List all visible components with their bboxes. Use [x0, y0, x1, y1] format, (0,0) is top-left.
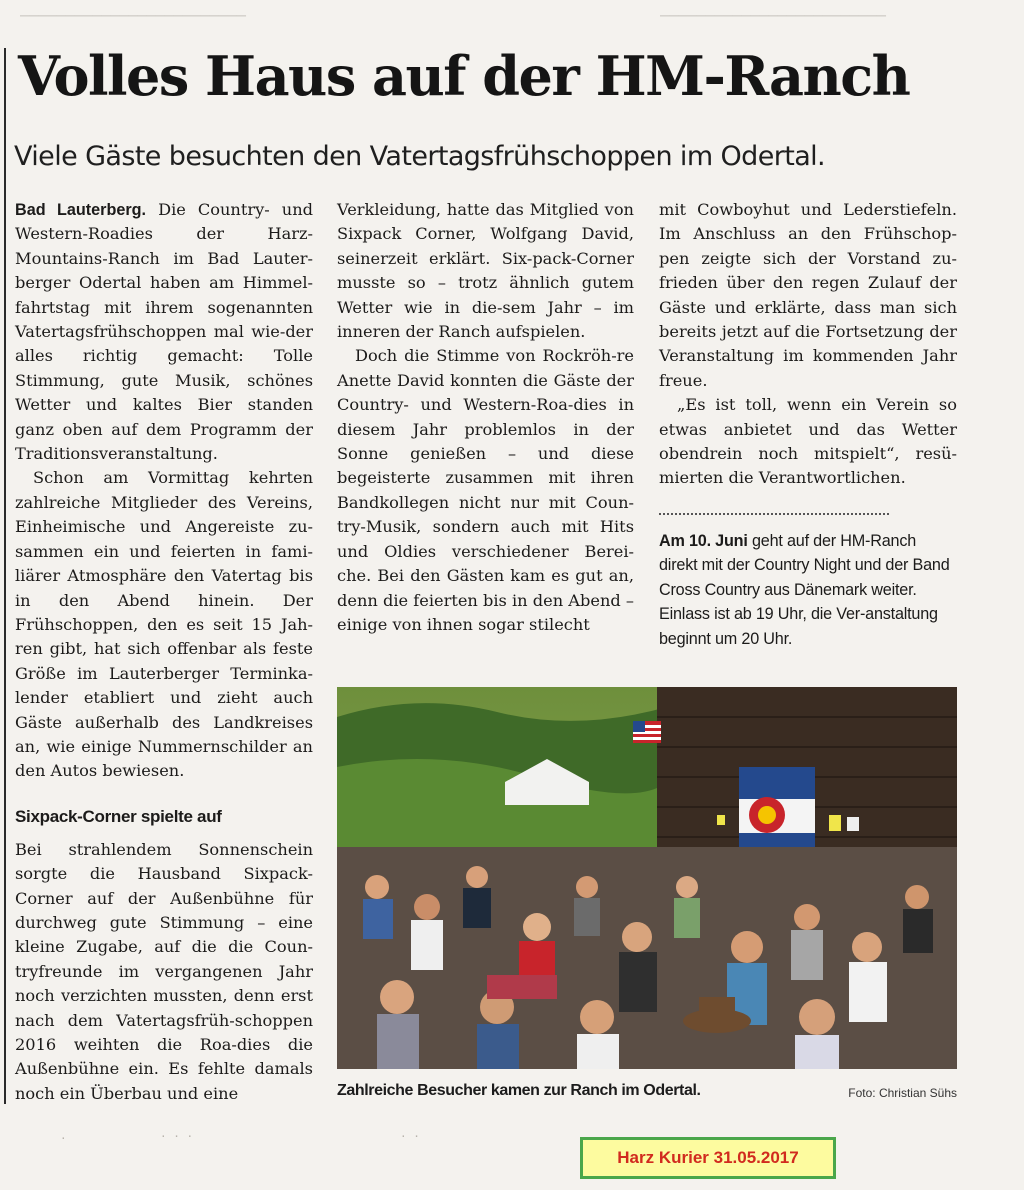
paragraph: Schon am Vormittag kehrten zahlreiche Mitglieder des Vereins, Einheimische und Angereiste zu-sammen ein und feierten in fami-liärer Atmosphäre den Vatertag bis in den Abend hinein. Der Frühschoppen, den es seit 15 Jah-ren gibt, hat sich offenbar als feste Größe im Lauterberger Terminka-lender etabliert und zieht auch Gäste außerhalb des Landkreises an, wie einige Nummernschilder an den Autos bewiesen. — [15, 468, 313, 781]
scan-speck: · — [60, 1132, 67, 1145]
crosshead: Sixpack-Corner spielte auf — [15, 806, 222, 826]
bleed-through-text: ───────────────────────── — [20, 7, 246, 25]
paragraph-text: Die Country- und Western-Roadies der Harz-Mountains-Ranch im Bad Lauter-berger Odertal haben am Himmel-fahrtstag mit ihrem sogenannten Vatertagsfrühschoppen mal wie-der alles richtig gemacht: Tolle Stimmung, gute Musik, schönes Wetter und kaltes Bier standen ganz oben auf dem Programm der Traditionsveranstaltung. — [15, 200, 313, 464]
paragraph — [15, 198, 313, 466]
scan-speck: · · — [400, 1130, 420, 1143]
article-column-1 — [15, 198, 313, 1106]
bleed-through-text: ───────────────────────── — [660, 7, 886, 25]
subheadline: Viele Gäste besuchten den Vatertagsfrühschoppen im Odertal. — [14, 141, 826, 172]
info-box — [659, 529, 957, 651]
dotted-separator — [659, 513, 889, 515]
photo-caption: Zahlreiche Besucher kamen zur Ranch im Odertal. — [337, 1082, 701, 1099]
paragraph: mit Cowboyhut und Lederstiefeln. Im Anschluss an den Frühschop-pen zeigte sich der Vorstand zu-frieden über den regen Zulauf der Gäste und erklärte, dass man sich bereits jetzt auf die Fortsetzung der Veranstaltung im kommenden Jahr freue. — [659, 200, 957, 390]
info-lead: Am 10. Juni — [659, 531, 748, 550]
dateline: Bad Lauterberg. — [15, 201, 147, 219]
photo-credit: Foto: Christian Sühs — [848, 1086, 957, 1100]
source-stamp: Harz Kurier 31.05.2017 — [580, 1137, 836, 1179]
article-column-3 — [659, 198, 957, 651]
scan-speck: · · · — [160, 1130, 194, 1143]
info-text: geht auf der HM-Ranch direkt mit der Country Night und der Band Cross Country aus Dänemark weiter. Einlass ist ab 19 Uhr, die Ver-anstaltung beginnt um 20 Uhr. — [659, 531, 950, 648]
paragraph: Doch die Stimme von Rockröh-re Anette David konnten die Gäste der Country- und Western-Roa-dies in diesem Jahr problemlos in der Sonne genießen – und diese begeisterte zusammen mit ihren Bandkollegen nicht nur mit Coun-try-Musik, sondern auch mit Hits und Oldies verschiedener Berei-che. Bei den Gästen kam es gut an, denn die feierten bis in den Abend – einige von ihnen sogar stilecht — [337, 346, 634, 634]
crowd-photo — [337, 687, 957, 1069]
paragraph: Verkleidung, hatte das Mitglied von Sixpack Corner, Wolfgang David, seinerzeit erklärt. Six-pack-Corner musste so – trotz ähnlich gutem Wetter wie in die-sem Jahr – im inneren der Ranch aufspielen. — [337, 200, 634, 342]
left-border-rule — [4, 48, 6, 1104]
article-column-2 — [337, 198, 634, 637]
paragraph: Bei strahlendem Sonnenschein sorgte die Hausband Sixpack-Corner auf der Außenbühne für durchweg gute Stimmung – eine kleine Zugabe, auf die die Coun-tryfreunde im vergangenen Jahr noch verzichten mussten, denn erst nach dem Vatertagsfrüh-schoppen 2016 weihten die Roa-dies die Außenbühne ein. Es fehlte damals noch ein Überbau und eine — [15, 839, 313, 1103]
headline: Volles Haus auf der HM-Ranch — [18, 44, 910, 108]
photo-illustration — [337, 687, 957, 1069]
quote-paragraph: „Es ist toll, wenn ein Verein so etwas anbietet und das Wetter obendrein noch mitspielt“, resü-mierten die Verantwortlichen. — [659, 395, 957, 488]
